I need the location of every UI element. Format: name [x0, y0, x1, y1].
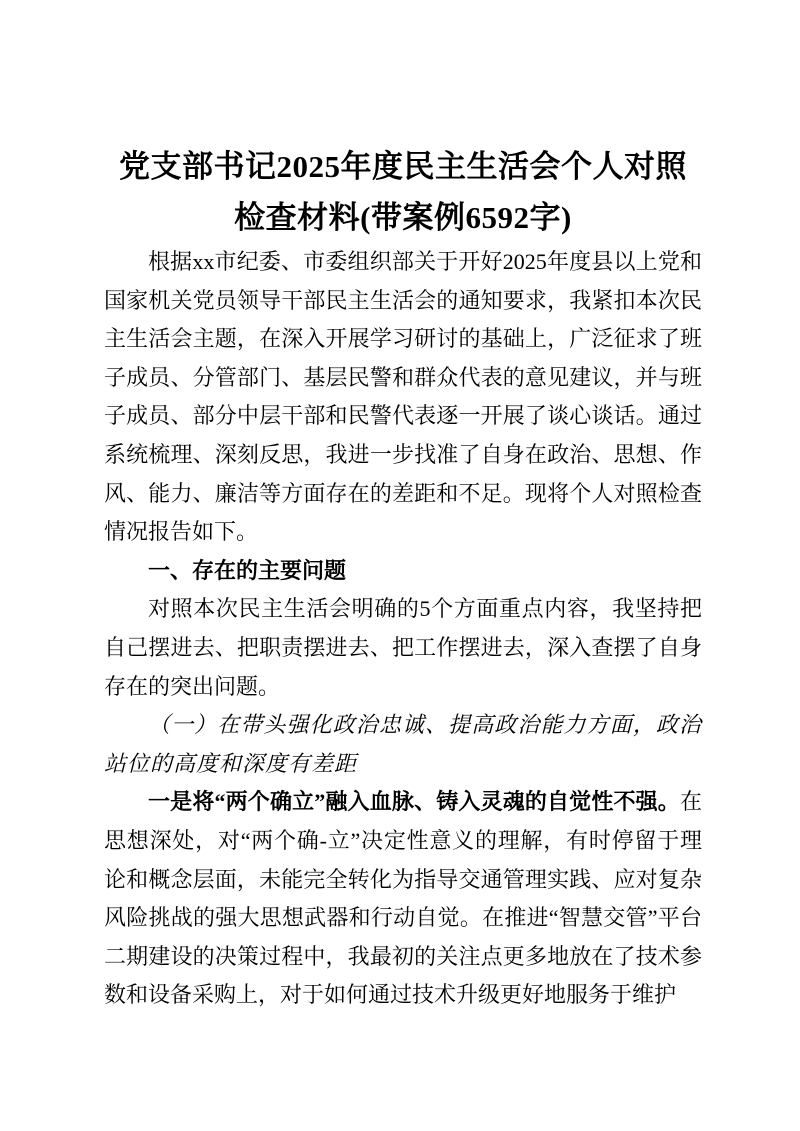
point-paragraph [104, 783, 702, 1015]
document-title: 党支部书记2025年度民主生活会个人对照检查材料(带案例6592字) [119, 149, 687, 235]
point-body-text: 在思想深处，对“两个确-立”决定性意义的理解，有时停留于理论和概念层面，未能完全转化为指导交通管理实践、应对复杂风险挑战的强大思想武器和行动自觉。在推进“智慧交管”平台二期建设的决策过程中，我最初的关注点更多地放在了技术参数和设备采购上，对于如何通过技术升级更好地服务于维护 [104, 789, 702, 1008]
point-lead-sentence: 一是将“两个确立”融入血脉、铸入灵魂的自觉性不强。 [148, 789, 680, 815]
section-intro-paragraph: 对照本次民主生活会明确的5个方面重点内容，我坚持把自己摆进去、把职责摆进去、把工作摆进去，深入查摆了自身存在的突出问题。 [104, 596, 702, 699]
subsection-heading: （一）在带头强化政治忠诚、提高政治能力方面，政治站位的高度和深度有差距 [104, 712, 702, 776]
section-heading: 一、存在的主要问题 [148, 557, 347, 583]
intro-paragraph: 根据xx市纪委、市委组织部关于开好2025年度县以上党和国家机关党员领导干部民主生活会的通知要求，我紧扣本次民主生活会主题，在深入开展学习研讨的基础上，广泛征求了班子成员、分管部门、基层民警和群众代表的意见建议，并与班子成员、部分中层干部和民警代表逐一开展了谈心谈话。通过系统梳理、深刻反思，我进一步找准了自身在政治、思想、作风、能力、廉洁等方面存在的差距和不足。现将个人对照检查情况报告如下。 [104, 249, 702, 545]
